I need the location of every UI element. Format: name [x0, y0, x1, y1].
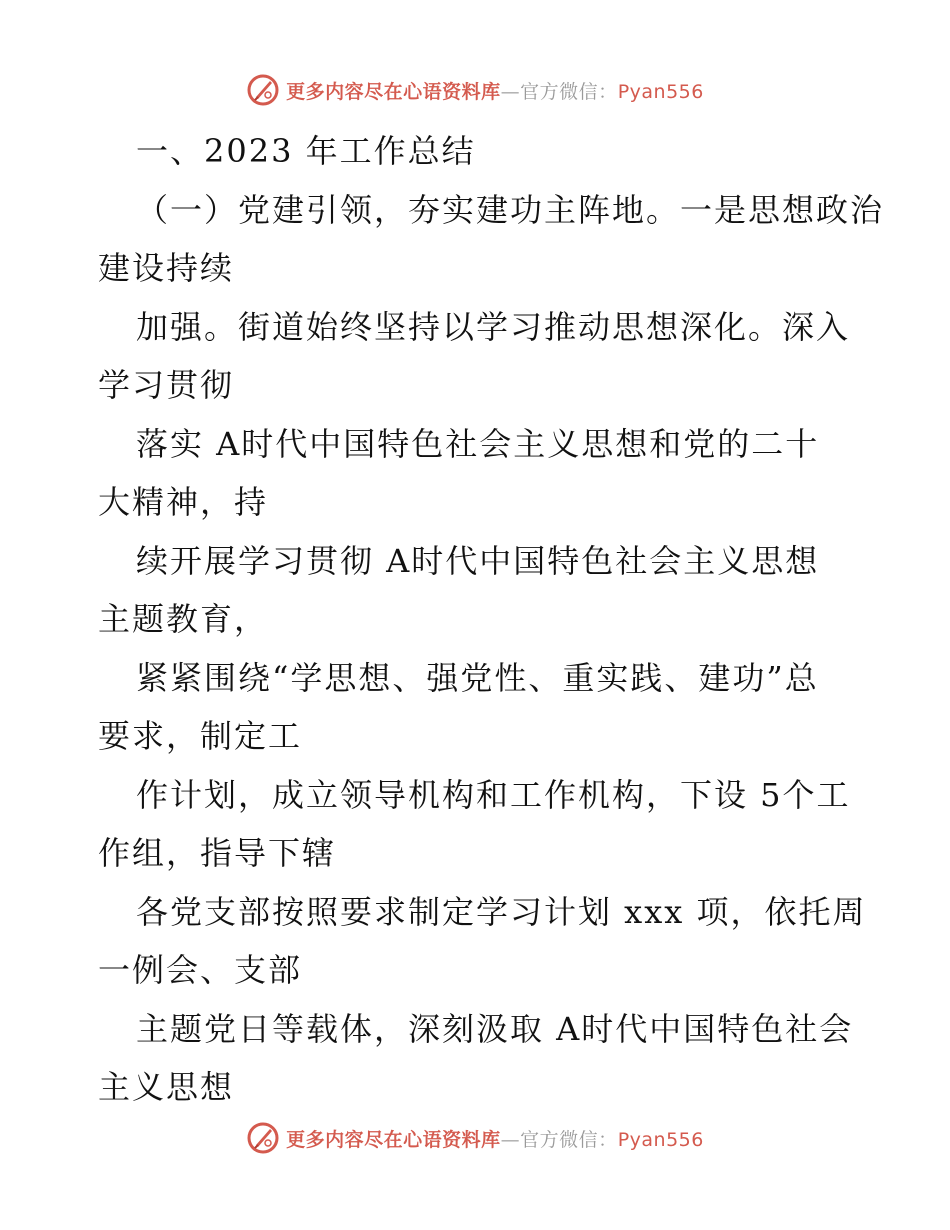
watermark-label: 官方微信： [520, 1128, 618, 1151]
text-line: 主题教育， [98, 600, 269, 638]
watermark-dash: — [500, 1128, 521, 1151]
text-line: 要求，制定工 [98, 717, 303, 755]
watermark-id: Pyan556 [617, 1128, 704, 1151]
watermark-id: Pyan556 [617, 80, 704, 103]
text-line: 主题党日等载体，深刻汲取 A时代中国特色社会 [136, 1009, 854, 1048]
text-line: 主义思想 [98, 1068, 235, 1106]
text-line: 作计划，成立领导机构和工作机构，下设 5个工 [136, 775, 851, 814]
text-line: 续开展学习贯彻 A时代中国特色社会主义思想 [136, 541, 820, 580]
watermark-dash: — [500, 80, 521, 103]
watermark-brand: 更多内容尽在心语资料库 [286, 1128, 501, 1151]
text-line: 各党支部按照要求制定学习计划 xxx 项，依托周 [136, 892, 867, 931]
watermark-header [0, 70, 950, 110]
watermark-brand: 更多内容尽在心语资料库 [286, 80, 501, 103]
text-line: 作组，指导下辖 [98, 834, 337, 872]
watermark-footer [0, 1118, 950, 1158]
text-line: 学习贯彻 [98, 366, 235, 404]
text-line: 建设持续 [98, 249, 235, 287]
watermark-text [286, 1125, 704, 1152]
text-line: 落实 A时代中国特色社会主义思想和党的二十 [136, 424, 820, 463]
text-line: （一）党建引领，夯实建功主阵地。一是思想政治 [136, 190, 885, 229]
text-line: 一例会、支部 [98, 951, 303, 989]
watermark-text [286, 77, 704, 104]
text-line: 一、2023 年工作总结 [136, 132, 476, 170]
watermark-label: 官方微信： [520, 80, 618, 103]
text-line: 大精神，持 [98, 483, 269, 521]
document-body [98, 122, 885, 1117]
quill-logo-icon [246, 1121, 280, 1155]
quill-logo-icon [246, 73, 280, 107]
text-line: 紧紧围绕“学思想、强党性、重实践、建功”总 [136, 658, 819, 697]
text-line: 加强。街道始终坚持以学习推动思想深化。深入 [136, 307, 851, 346]
